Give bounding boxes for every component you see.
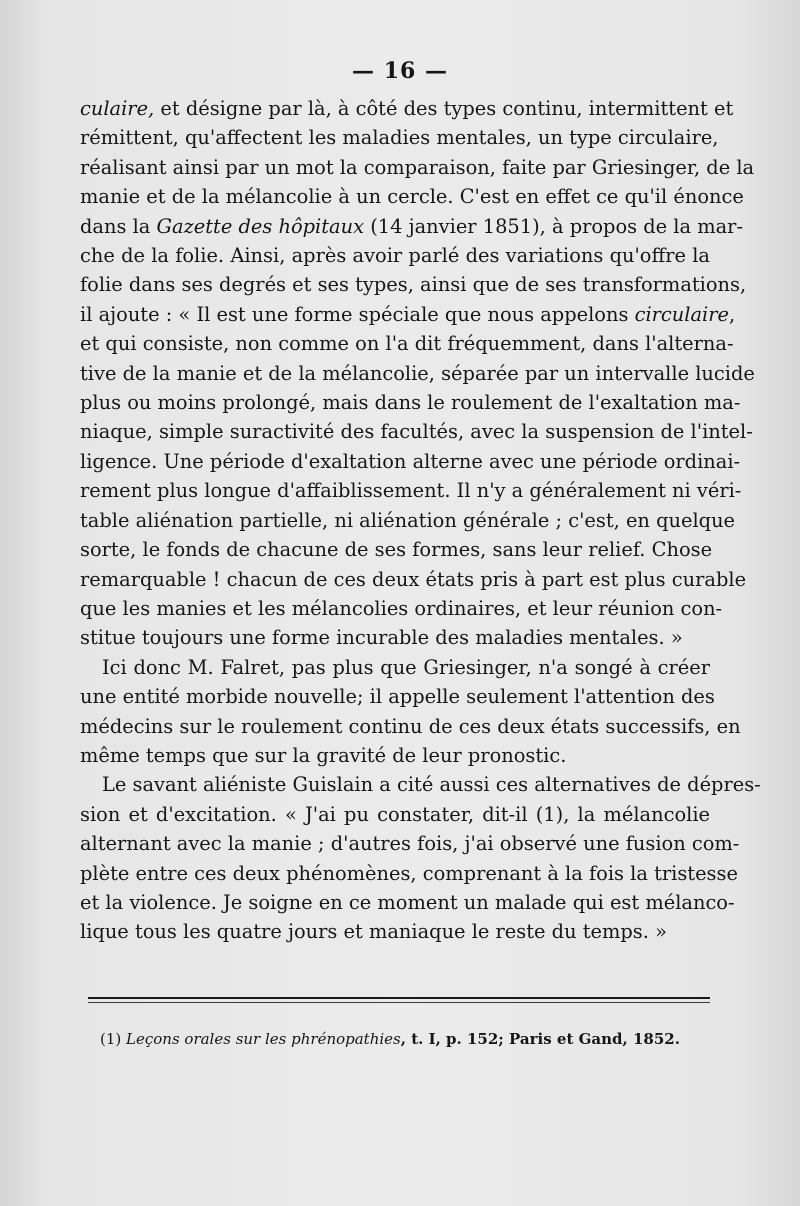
page-number: — 16 — [352,58,448,84]
text-segment: réalisant ainsi par un mot la comparaison, faite par Griesinger, de la [80,155,755,179]
text-segment: dans la [80,214,157,238]
text-line [80,476,742,505]
text-line [80,653,710,682]
text-segment: folie dans ses degrés et ses types, ainsi que de ses transformations, [80,273,747,297]
text-line [80,123,719,152]
text-segment: et qui consiste, non comme on l'a dit fréquemment, dans l'alterna- [80,332,734,356]
text-segment: ligence. Une période d'exaltation alterne avec une période ordinai- [80,449,741,473]
text-line [80,917,710,946]
text-segment: plète entre ces deux phénomènes, comprenant à la fois la tristesse [80,861,738,885]
italic-text: Gazette des hôpitaux [156,214,365,238]
text-line [80,800,710,829]
footnote-citation: , t. I, p. 152; Paris et Gand, 1852. [400,1030,680,1048]
text-segment: niaque, simple suractivité des facultés, avec la suspension de l'intel- [80,420,753,444]
text-line [80,153,755,182]
text-segment: et la violence. Je soigne en ce moment un malade qui est mélanco- [80,890,735,914]
text-line [80,565,747,594]
italic-text: circulaire [634,302,729,326]
text-segment: que les manies et les mélancolies ordinaires, et leur réunion con- [80,596,723,620]
text-line [80,359,755,388]
text-segment: (14 janvier 1851), à propos de la mar- [364,214,744,238]
text-segment: Ici donc M. Falret, pas plus que Griesinger, n'a songé à créer [102,655,710,679]
text-segment: même temps que sur la gravité de leur pronostic. [80,743,567,767]
text-line [80,888,735,917]
text-line [80,712,741,741]
text-line [80,770,761,799]
text-line [80,182,744,211]
text-line [80,94,734,123]
footnote [100,1030,700,1048]
text-line [80,859,738,888]
text-line [80,212,744,241]
text-segment: manie et de la mélancolie à un cercle. C'est en effet ce qu'il énonce [80,185,744,209]
text-line [80,329,734,358]
body-text [80,94,761,947]
text-line [80,417,753,446]
text-line [80,535,713,564]
footnote-separator [88,997,710,999]
text-segment: , [728,302,736,326]
text-segment: remarquable ! chacun de ces deux états pris à part est plus curable [80,567,747,591]
text-segment: il ajoute : « Il est une forme spéciale que nous appelons [80,302,635,326]
text-segment: lique tous les quatre jours et maniaque le reste du temps. » [80,920,667,944]
text-segment: alternant avec la manie ; d'autres fois, j'ai observé une fusion com- [80,832,740,856]
text-line [80,506,736,535]
italic-text: culaire, [80,97,155,120]
text-segment: et désigne par là, à côté des types continu, intermittent et [154,97,734,120]
text-line [80,241,710,270]
text-segment: che de la folie. Ainsi, après avoir parlé des variations qu'offre la [80,244,710,268]
footnote-separator-thin [88,1002,710,1003]
text-segment: sion et d'excitation. « J'ai pu constater, dit-il (1), la mélancolie [80,802,710,826]
text-line [80,300,736,329]
text-segment: stitue toujours une forme incurable des maladies mentales. » [80,626,683,650]
text-line [80,447,741,476]
text-line [80,682,715,711]
footnote-title: Leçons orales sur les phrénopathies [126,1030,401,1048]
text-segment: rémittent, qu'affectent les maladies mentales, un type circulaire, [80,126,719,150]
text-segment: sorte, le fonds de chacune de ses formes, sans leur relief. Chose [80,538,713,562]
text-line [80,594,723,623]
text-line [80,741,710,770]
text-segment: plus ou moins prolongé, mais dans le roulement de l'exaltation ma- [80,391,741,415]
text-segment: médecins sur le roulement continu de ces deux états successifs, en [80,714,741,738]
text-segment: rement plus longue d'affaiblissement. Il n'y a généralement ni véri- [80,479,742,503]
text-segment: Le savant aliéniste Guislain a cité aussi ces alternatives de dépres- [102,773,761,797]
footnote-marker: (1) [100,1030,127,1048]
text-line [80,388,741,417]
text-segment: une entité morbide nouvelle; il appelle seulement l'attention des [80,685,715,709]
text-line [80,623,710,652]
text-segment: table aliénation partielle, ni aliénation générale ; c'est, en quelque [80,508,736,532]
text-line [80,829,740,858]
text-line [80,270,747,299]
text-segment: tive de la manie et de la mélancolie, séparée par un intervalle lucide [80,361,755,385]
